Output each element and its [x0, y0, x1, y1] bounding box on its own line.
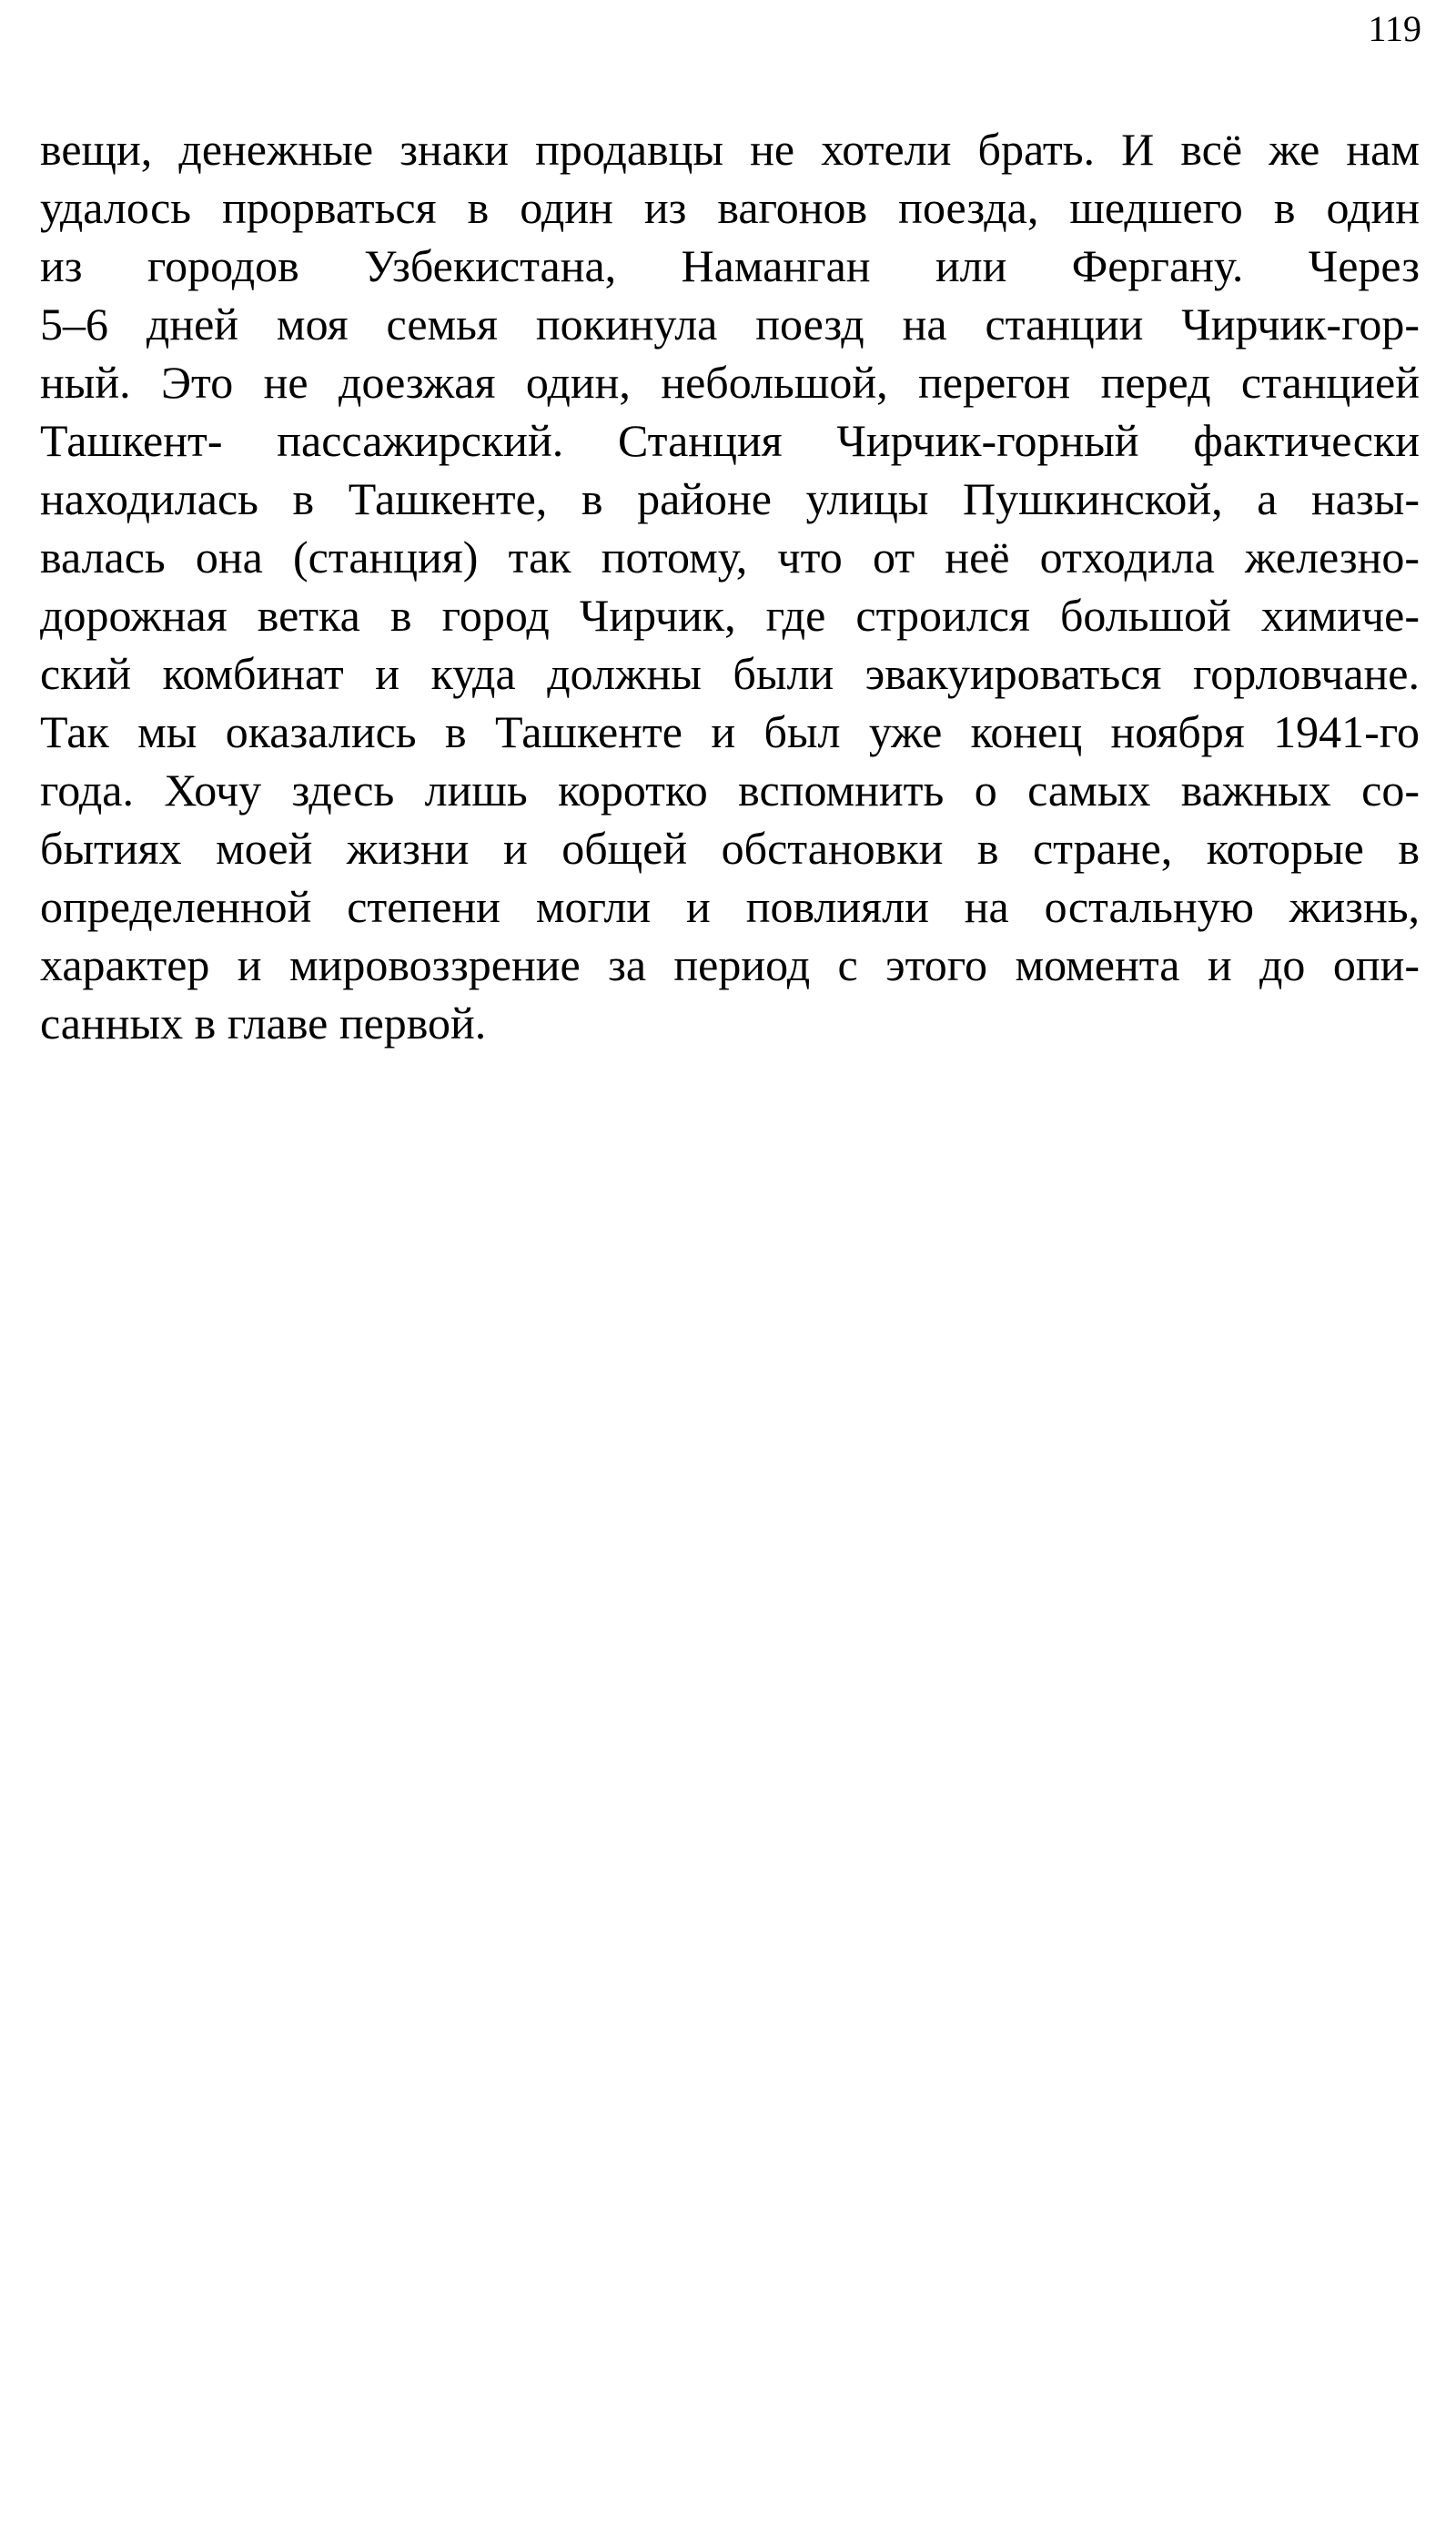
text-line: из городов Узбекистана, Наманган или Фергану. Через [40, 240, 1420, 291]
text-line: дорожная ветка в город Чирчик, где строился большой химиче- [40, 590, 1420, 641]
text-line: Так мы оказались в Ташкенте и был уже конец ноября 1941-го [40, 706, 1420, 757]
page-number: 119 [1368, 8, 1421, 49]
text-line: вещи, денежные знаки продавцы не хотели брать. И всё же нам [40, 124, 1420, 175]
text-line: 5–6 дней моя семья покинула поезд на станции Чирчик-гор- [40, 299, 1420, 350]
text-line: бытиях моей жизни и общей обстановки в стране, которые в [40, 823, 1420, 874]
text-line: ный. Это не доезжая один, небольшой, перегон перед станцией [40, 357, 1420, 408]
text-line: характер и мировоззрение за период с этого момента и до опи- [40, 939, 1420, 990]
text-line: находилась в Ташкенте, в районе улицы Пушкинской, а назы- [40, 473, 1420, 524]
text-line: валась она (станция) так потому, что от неё отходила железно- [40, 532, 1420, 583]
text-line: Ташкент- пассажирский. Станция Чирчик-горный фактически [40, 415, 1420, 466]
body-text [40, 120, 1420, 1052]
text-line: определенной степени могли и повлияли на остальную жизнь, [40, 881, 1420, 932]
text-line: года. Хочу здесь лишь коротко вспомнить о самых важных со- [40, 765, 1420, 816]
text-line: санных в главе первой. [40, 998, 487, 1049]
text-line: удалось прорваться в один из вагонов поезда, шедшего в один [40, 182, 1420, 233]
text-line: ский комбинат и куда должны были эвакуироваться горловчане. [40, 648, 1420, 699]
